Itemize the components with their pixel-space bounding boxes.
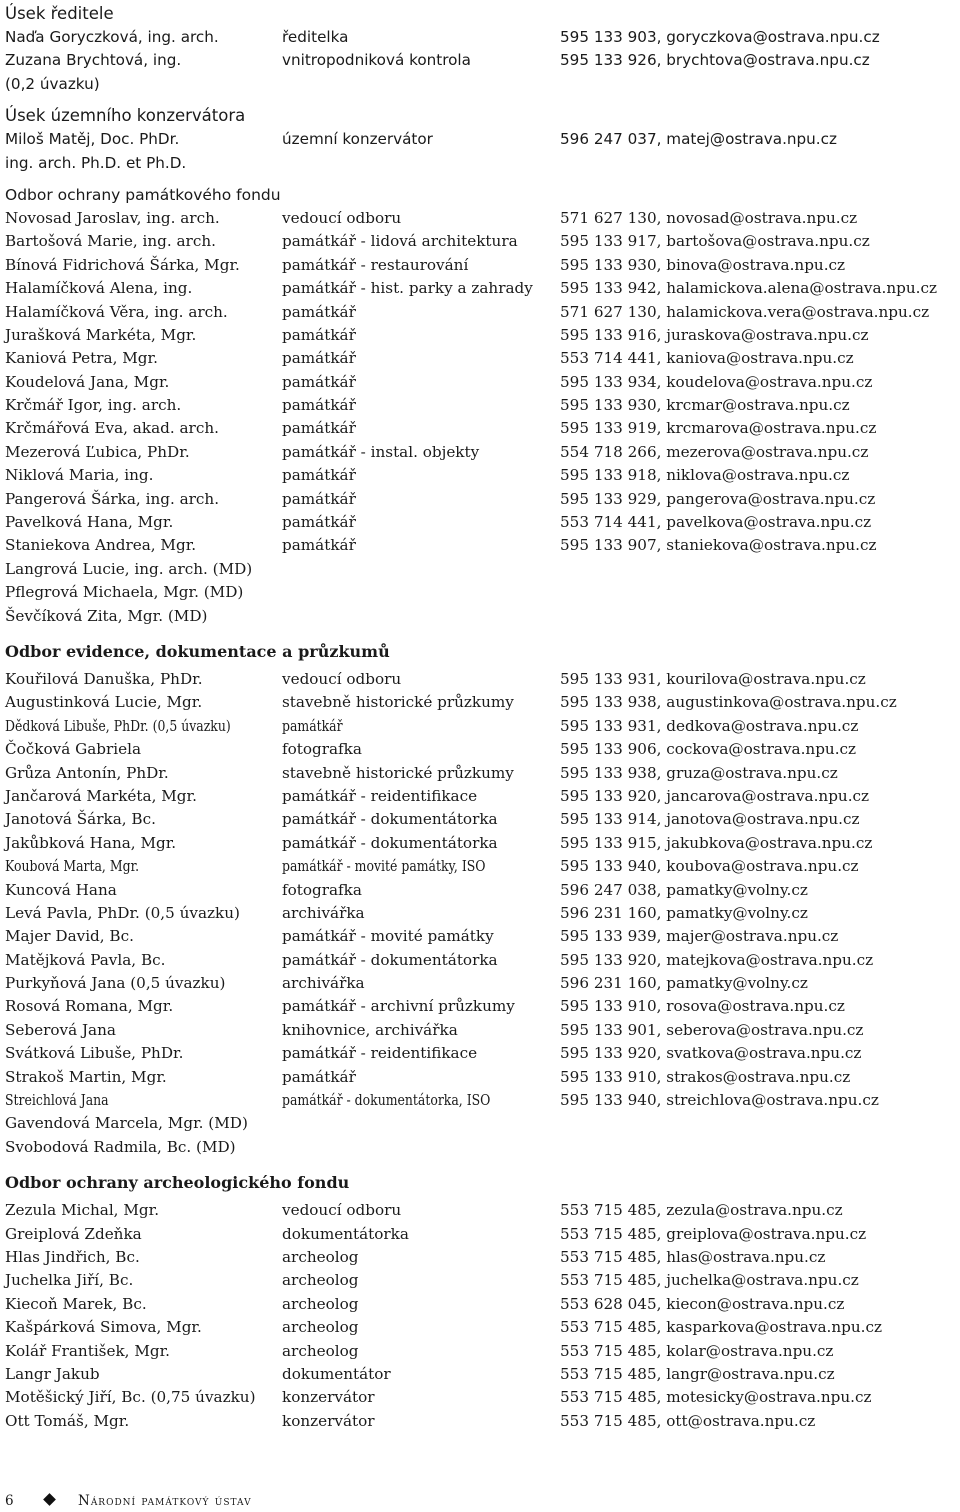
directory-row (5, 691, 955, 714)
staff-name: Langr Jakub (5, 1364, 100, 1383)
staff-name: Niklová Maria, ing. (5, 466, 154, 485)
staff-contact: 595 133 917, bartošova@ostrava.npu.cz (560, 232, 870, 251)
staff-name: Krčmář Igor, ing. arch. (5, 396, 182, 415)
staff-role: fotografka (282, 740, 362, 759)
staff-role: památkář - hist. parky a zahrady (282, 279, 533, 298)
staff-contact: 595 133 938, gruza@ostrava.npu.cz (560, 763, 838, 782)
directory-row (5, 26, 955, 49)
staff-name: Matějková Pavla, Bc. (5, 950, 166, 969)
directory-row (5, 995, 955, 1018)
staff-name: Zuzana Brychtová, ing. (5, 51, 182, 70)
staff-role: památkář (282, 372, 356, 391)
section-title-fond: Odbor ochrany památkového fondu (5, 185, 281, 204)
directory-row (5, 949, 955, 972)
directory-row (5, 605, 955, 628)
staff-name: Jančarová Markéta, Mgr. (5, 786, 197, 805)
staff-directory (5, 0, 955, 1433)
staff-role: památkář - dokumentátorka (282, 833, 498, 852)
directory-row (5, 73, 955, 96)
staff-contact: 553 715 485, kolar@ostrava.npu.cz (560, 1341, 834, 1360)
staff-contact: 595 133 918, niklova@ostrava.npu.cz (560, 466, 850, 485)
staff-contact: 553 628 045, kiecon@ostrava.npu.cz (560, 1294, 845, 1313)
directory-row (5, 277, 955, 300)
institution-name: Národní památkový ústav (78, 1493, 252, 1509)
section-title-evidence: Odbor evidence, dokumentace a průzkumů (5, 641, 390, 661)
directory-row (5, 972, 955, 995)
staff-name: Naďa Goryczková, ing. arch. (5, 28, 219, 46)
staff-name: Halamíčková Alena, ing. (5, 279, 193, 298)
directory-row (5, 558, 955, 581)
staff-contact: 596 231 160, pamatky@volny.cz (560, 974, 808, 993)
staff-role: památkář - reidentifikace (282, 786, 478, 805)
directory-row (5, 207, 955, 230)
staff-name: Gavendová Marcela, Mgr. (MD) (5, 1114, 248, 1133)
staff-contact: 596 247 037, matej@ostrava.npu.cz (560, 130, 837, 149)
directory-row (5, 49, 955, 72)
staff-role: památkář (282, 349, 356, 368)
staff-contact: 553 715 485, juchelka@ostrava.npu.cz (560, 1271, 859, 1290)
staff-contact: 595 133 938, augustinkova@ostrava.npu.cz (560, 693, 897, 712)
staff-name: Svátková Libuše, PhDr. (5, 1044, 184, 1063)
staff-role: archeolog (282, 1294, 359, 1313)
staff-role: fotografka (282, 880, 362, 899)
staff-name: Kouřilová Danuška, PhDr. (5, 669, 203, 688)
staff-contact: 553 715 485, hlas@ostrava.npu.cz (560, 1247, 826, 1266)
staff-name: Miloš Matěj, Doc. PhDr. (5, 130, 180, 149)
section-rows-reditel (5, 26, 955, 96)
staff-name: Zezula Michal, Mgr. (5, 1201, 160, 1220)
directory-row (5, 1269, 955, 1292)
staff-role: stavebně historické průzkumy (282, 693, 514, 712)
directory-row (5, 1042, 955, 1065)
staff-role: památkář (282, 513, 356, 532)
staff-name: Kiecoň Marek, Bc. (5, 1294, 147, 1313)
staff-contact: 595 133 920, matejkova@ostrava.npu.cz (560, 950, 874, 969)
staff-name: Pflegrová Michaela, Mgr. (MD) (5, 583, 244, 602)
section-title-konzervator: Úsek územního konzervátora (5, 106, 246, 126)
staff-role: památkář (282, 536, 356, 555)
section-title-reditel: Úsek ředitele (5, 4, 114, 23)
staff-name: Bartošová Marie, ing. arch. (5, 232, 216, 251)
directory-row (5, 1293, 955, 1316)
staff-contact: 595 133 906, cockova@ostrava.npu.cz (560, 740, 857, 759)
staff-role: knihovnice, archivářka (282, 1020, 458, 1039)
directory-row (5, 1136, 955, 1159)
staff-role: památkář (282, 419, 356, 438)
staff-role: vedoucí odboru (282, 208, 402, 227)
staff-role: archivářka (282, 903, 365, 922)
directory-row (5, 785, 955, 808)
staff-contact: 595 133 920, svatkova@ostrava.npu.cz (560, 1044, 862, 1063)
directory-row (5, 394, 955, 417)
page-footer (5, 1490, 252, 1512)
staff-contact: 595 133 919, krcmarova@ostrava.npu.cz (560, 419, 877, 438)
section-title-archeologie: Odbor ochrany archeologického fondu (5, 1173, 350, 1193)
staff-contact: 571 627 130, novosad@ostrava.npu.cz (560, 208, 858, 227)
directory-row (5, 1112, 955, 1135)
section-rows-evidence (5, 668, 955, 1159)
staff-name: Krčmářová Eva, akad. arch. (5, 419, 219, 438)
staff-role: vedoucí odboru (282, 669, 402, 688)
directory-row (5, 128, 955, 151)
staff-name: Čočková Gabriela (5, 740, 142, 759)
staff-role: archeolog (282, 1247, 359, 1266)
staff-contact: 595 133 907, staniekova@ostrava.npu.cz (560, 536, 877, 555)
directory-row (5, 1410, 955, 1433)
directory-row (5, 417, 955, 440)
staff-name: Purkyňová Jana (0,5 úvazku) (5, 974, 226, 993)
staff-name: Pangerová Šárka, ing. arch. (5, 489, 220, 508)
staff-name: Juchelka Jiří, Bc. (5, 1271, 134, 1290)
staff-contact: 595 133 940, koubova@ostrava.npu.cz (560, 857, 859, 876)
staff-role: památkář - lidová architektura (282, 232, 518, 251)
directory-row (5, 254, 955, 277)
staff-role: památkář (282, 716, 343, 735)
staff-name: Koudelová Jana, Mgr. (5, 372, 170, 391)
directory-row (5, 230, 955, 253)
directory-row (5, 832, 955, 855)
staff-contact: 595 133 914, janotova@ostrava.npu.cz (560, 810, 860, 829)
staff-contact: 553 715 485, motesicky@ostrava.npu.cz (560, 1388, 872, 1407)
staff-contact: 553 715 485, ott@ostrava.npu.cz (560, 1411, 816, 1430)
staff-name: Jurašková Markéta, Mgr. (5, 325, 197, 344)
directory-row (5, 534, 955, 557)
staff-role: památkář - dokumentátorka, ISO (282, 1091, 491, 1110)
staff-contact: 595 133 942, halamickova.alena@ostrava.npu.cz (560, 279, 937, 298)
staff-contact: 595 133 931, dedkova@ostrava.npu.cz (560, 716, 859, 735)
staff-role: památkář (282, 396, 356, 415)
staff-name: Kašpárková Simova, Mgr. (5, 1318, 202, 1337)
directory-row (5, 371, 955, 394)
staff-role: územní konzervátor (282, 130, 433, 149)
staff-name: Svobodová Radmila, Bc. (MD) (5, 1137, 236, 1156)
staff-name: Rosová Romana, Mgr. (5, 997, 174, 1016)
staff-contact: 595 133 926, brychtova@ostrava.npu.cz (560, 51, 870, 70)
staff-role: ředitelka (282, 28, 349, 46)
staff-contact: 553 715 485, langr@ostrava.npu.cz (560, 1364, 835, 1383)
directory-row (5, 1316, 955, 1339)
directory-row (5, 902, 955, 925)
staff-role: památkář (282, 466, 356, 485)
staff-contact: 553 714 441, pavelkova@ostrava.npu.cz (560, 513, 872, 532)
staff-name: Majer David, Bc. (5, 927, 134, 946)
staff-role: památkář - dokumentátorka (282, 950, 498, 969)
staff-name: Novosad Jaroslav, ing. arch. (5, 208, 220, 227)
staff-contact: 571 627 130, halamickova.vera@ostrava.npu.cz (560, 302, 930, 321)
staff-name: Levá Pavla, PhDr. (0,5 úvazku) (5, 903, 240, 922)
staff-role: dokumentátorka (282, 1224, 409, 1243)
directory-row (5, 1386, 955, 1409)
directory-row (5, 511, 955, 534)
staff-name: Seberová Jana (5, 1020, 116, 1039)
staff-contact: 595 133 940, streichlova@ostrava.npu.cz (560, 1091, 879, 1110)
staff-name: Strakoš Martin, Mgr. (5, 1067, 167, 1086)
staff-contact: 595 133 929, pangerova@ostrava.npu.cz (560, 489, 876, 508)
staff-name: Hlas Jindřich, Bc. (5, 1247, 140, 1266)
directory-row (5, 464, 955, 487)
staff-contact: 553 715 485, zezula@ostrava.npu.cz (560, 1201, 843, 1220)
directory-row (5, 855, 955, 878)
directory-row (5, 925, 955, 948)
directory-row (5, 1246, 955, 1269)
section-rows-fond (5, 207, 955, 628)
directory-row (5, 879, 955, 902)
directory-row (5, 808, 955, 831)
directory-row (5, 1089, 955, 1112)
staff-name: Motěšický Jiří, Bc. (0,75 úvazku) (5, 1388, 256, 1407)
directory-row (5, 347, 955, 370)
staff-role: archivářka (282, 974, 365, 993)
staff-contact: 595 133 939, majer@ostrava.npu.cz (560, 927, 839, 946)
directory-row (5, 301, 955, 324)
staff-role: památkář (282, 1067, 356, 1086)
staff-role: památkář - movité památky, ISO (282, 857, 486, 876)
directory-row (5, 1019, 955, 1042)
staff-role: památkář (282, 325, 356, 344)
staff-name: Jakůbková Hana, Mgr. (5, 833, 177, 852)
staff-role: památkář - restaurování (282, 255, 469, 274)
staff-role: památkář (282, 489, 356, 508)
staff-contact: 595 133 920, jancarova@ostrava.npu.cz (560, 786, 870, 805)
staff-name: Grůza Antonín, PhDr. (5, 763, 169, 782)
staff-contact: 595 133 915, jakubkova@ostrava.npu.cz (560, 833, 873, 852)
staff-name: Kaniová Petra, Mgr. (5, 349, 158, 368)
staff-contact: 596 231 160, pamatky@volny.cz (560, 903, 808, 922)
directory-row (5, 441, 955, 464)
staff-name: Kuncová Hana (5, 880, 117, 899)
staff-contact: 553 715 485, kasparkova@ostrava.npu.cz (560, 1318, 882, 1337)
directory-row (5, 668, 955, 691)
staff-contact: 596 247 038, pamatky@volny.cz (560, 880, 808, 899)
staff-name: Pavelková Hana, Mgr. (5, 513, 174, 532)
staff-contact: 595 133 903, goryczkova@ostrava.npu.cz (560, 28, 880, 46)
staff-contact: 595 133 901, seberova@ostrava.npu.cz (560, 1020, 864, 1039)
staff-name: Mezerová Ľubica, PhDr. (5, 442, 190, 461)
staff-name: Halamíčková Věra, ing. arch. (5, 302, 228, 321)
diamond-icon (43, 1493, 56, 1506)
staff-role: stavebně historické průzkumy (282, 763, 514, 782)
staff-role: vedoucí odboru (282, 1201, 402, 1220)
directory-row (5, 762, 955, 785)
staff-role: památkář - reidentifikace (282, 1044, 478, 1063)
staff-name: Dědková Libuše, PhDr. (0,5 úvazku) (5, 716, 231, 735)
staff-contact: 595 133 910, rosova@ostrava.npu.cz (560, 997, 845, 1016)
directory-row (5, 581, 955, 604)
page-number: 6 (5, 1493, 14, 1509)
staff-role: památkář - instal. objekty (282, 442, 480, 461)
staff-role: archeolog (282, 1318, 359, 1337)
directory-row (5, 1223, 955, 1246)
directory-row (5, 715, 955, 738)
staff-role: vnitropodniková kontrola (282, 51, 471, 70)
staff-contact: 595 133 910, strakos@ostrava.npu.cz (560, 1067, 851, 1086)
staff-contact: 595 133 930, binova@ostrava.npu.cz (560, 255, 846, 274)
staff-name: (0,2 úvazku) (5, 74, 100, 93)
directory-row (5, 152, 955, 175)
staff-contact: 595 133 931, kourilova@ostrava.npu.cz (560, 669, 866, 688)
staff-name: Augustinková Lucie, Mgr. (5, 693, 203, 712)
staff-contact: 595 133 916, juraskova@ostrava.npu.cz (560, 325, 869, 344)
staff-name: Langrová Lucie, ing. arch. (MD) (5, 559, 253, 578)
staff-name: Staniekova Andrea, Mgr. (5, 536, 197, 555)
staff-name: Bínová Fidrichová Šárka, Mgr. (5, 255, 240, 274)
staff-name: Ševčíková Zita, Mgr. (MD) (5, 606, 208, 625)
staff-role: památkář - movité památky (282, 927, 494, 946)
staff-role: památkář - dokumentátorka (282, 810, 498, 829)
staff-name: Koubová Marta, Mgr. (5, 857, 140, 876)
directory-row (5, 738, 955, 761)
staff-name: ing. arch. Ph.D. et Ph.D. (5, 153, 187, 172)
staff-role: památkář (282, 302, 356, 321)
staff-role: archeolog (282, 1341, 359, 1360)
staff-role: konzervátor (282, 1411, 375, 1430)
directory-row (5, 1066, 955, 1089)
staff-contact: 595 133 930, krcmar@ostrava.npu.cz (560, 396, 850, 415)
staff-role: konzervátor (282, 1388, 375, 1407)
section-rows-archeologie (5, 1199, 955, 1433)
staff-name: Kolář František, Mgr. (5, 1341, 171, 1360)
staff-contact: 554 718 266, mezerova@ostrava.npu.cz (560, 442, 869, 461)
staff-name: Greiplová Zdeňka (5, 1224, 142, 1243)
staff-role: památkář - archivní průzkumy (282, 997, 515, 1016)
directory-row (5, 488, 955, 511)
directory-row (5, 1363, 955, 1386)
staff-contact: 553 715 485, greiplova@ostrava.npu.cz (560, 1224, 867, 1243)
staff-role: dokumentátor (282, 1364, 391, 1383)
section-rows-konzervator (5, 128, 955, 175)
staff-contact: 595 133 934, koudelova@ostrava.npu.cz (560, 372, 873, 391)
staff-name: Ott Tomáš, Mgr. (5, 1411, 130, 1430)
directory-row (5, 1199, 955, 1222)
staff-contact: 553 714 441, kaniova@ostrava.npu.cz (560, 349, 854, 368)
staff-name: Streichlová Jana (5, 1091, 109, 1110)
directory-row (5, 1340, 955, 1363)
staff-role: archeolog (282, 1271, 359, 1290)
staff-name: Janotová Šárka, Bc. (5, 810, 156, 829)
directory-row (5, 324, 955, 347)
